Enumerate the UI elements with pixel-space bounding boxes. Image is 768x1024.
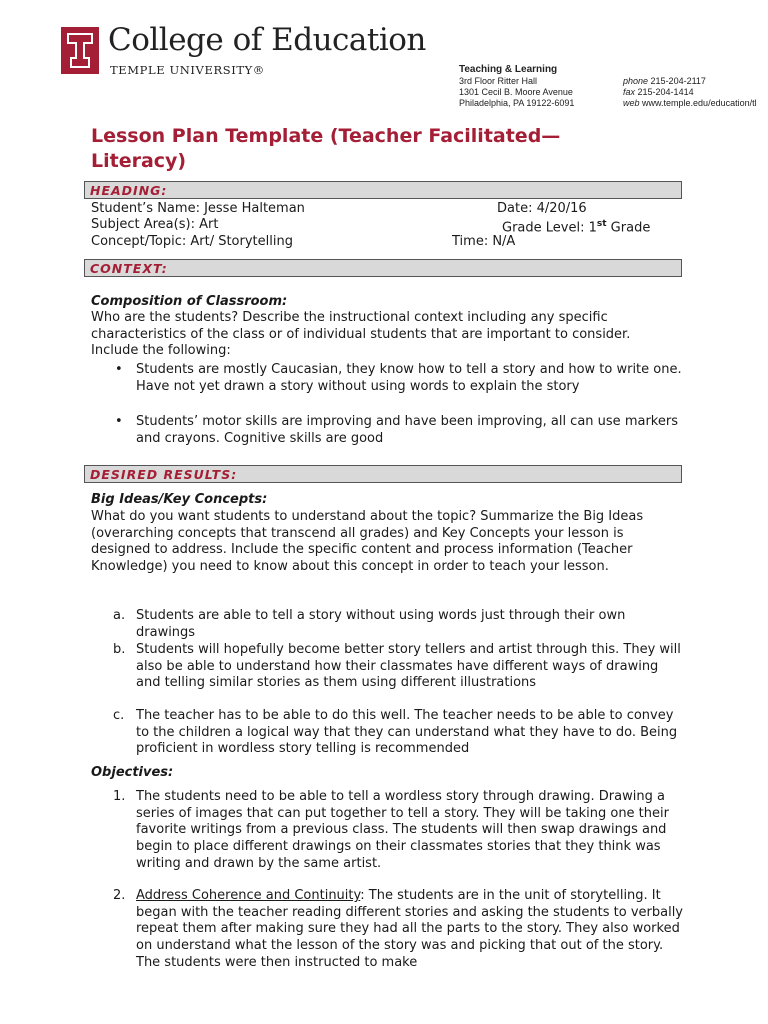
address-line: Philadelphia, PA 19122-6091	[459, 98, 575, 108]
context-bullet: Students’ motor skills are improving and have been improving, all can use markers and crayons. Cognitive skills are good	[136, 414, 678, 446]
section-bar-context: CONTEXT:	[84, 259, 682, 277]
section-bar-heading: HEADING:	[84, 181, 682, 199]
temple-t-logo	[61, 27, 99, 74]
context-intro: Who are the students? Describe the instructional context including any specific characteristics of the class or of individual students that are important to consider. Include the following:	[91, 310, 631, 359]
key-concept-item: The teacher has to be able to do this well. The teacher needs to be able to convey to the children a logical way that they can understand what they have to do. Being proficient in wordless story telling is recommended	[136, 708, 678, 757]
department-name: Teaching & Learning	[459, 64, 558, 75]
college-name: College of Education	[108, 22, 426, 58]
coherence-link[interactable]: Address Coherence and Continuity	[136, 888, 361, 903]
bullet-icon: •	[115, 414, 123, 429]
bullet-icon: •	[115, 362, 123, 377]
grade-level: Grade Level: 1st Grade	[502, 219, 651, 236]
composition-heading: Composition of Classroom:	[91, 294, 288, 309]
list-marker: 2.	[113, 888, 126, 903]
key-concept-item: Students are able to tell a story without using words just through their own drawings	[136, 608, 626, 640]
document-title: Lesson Plan Template (Teacher Facilitated—Literacy)	[91, 125, 561, 172]
list-marker: a.	[113, 608, 126, 623]
department-address	[459, 63, 574, 109]
big-ideas-heading: Big Ideas/Key Concepts:	[91, 492, 268, 507]
address-line: 1301 Cecil B. Moore Avenue	[459, 87, 573, 97]
list-marker: c.	[113, 708, 125, 723]
university-name: TEMPLE UNIVERSITY®	[110, 63, 265, 77]
section-bar-desired-results: DESIRED RESULTS:	[84, 465, 682, 483]
contact-info	[623, 76, 757, 109]
web-line[interactable]: web www.temple.edu/education/tl	[623, 98, 757, 108]
objectives-heading: Objectives:	[91, 765, 174, 780]
objective-item: Address Coherence and Continuity: The students are in the unit of storytelling. It began with the teacher reading different stories and asking the students to verbally repeat them after making sure they had all the parts to the story. They also worked on understand what the lesson of the story was and picking that out of the story. The students were then instructed to make	[136, 888, 683, 970]
lesson-date: Date: 4/20/16	[497, 201, 587, 216]
list-marker: 1.	[113, 789, 126, 804]
lesson-time: Time: N/A	[452, 234, 516, 249]
objective-item: The students need to be able to tell a wordless story through drawing. Drawing a series of images that can put together to tell a story. They will be taking one their favorite writings from a previous class. The students will then swap drawings and begin to place different drawings on their classmates stories that they think was writing and drawn by the same artist.	[136, 789, 669, 871]
big-ideas-intro: What do you want students to understand about the topic? Summarize the Big Ideas (overarching concepts that transcend all grades) and Key Concepts your lesson is designed to address. Include the specific content and process information (Teacher Knowledge) you need to know about this concept in order to teach your lesson.	[91, 509, 644, 575]
address-line: 3rd Floor Ritter Hall	[459, 76, 538, 86]
list-marker: b.	[113, 642, 126, 657]
context-bullet: Students are mostly Caucasian, they know how to tell a story and how to write one. Have not yet drawn a story without using words to explain the story	[136, 362, 682, 394]
key-concept-item: Students will hopefully become better story tellers and artist through this. They will also be able to understand how their classmates have different ways of drawing and telling similar stories as them using different illustrations	[136, 642, 681, 691]
fax-line: fax 215-204-1414	[623, 87, 694, 97]
concept-topic: Concept/Topic: Art/ Storytelling	[91, 234, 293, 249]
phone-line: phone 215-204-2117	[623, 76, 706, 86]
subject-area: Subject Area(s): Art	[91, 217, 219, 232]
student-name: Student’s Name: Jesse Halteman	[91, 201, 305, 216]
